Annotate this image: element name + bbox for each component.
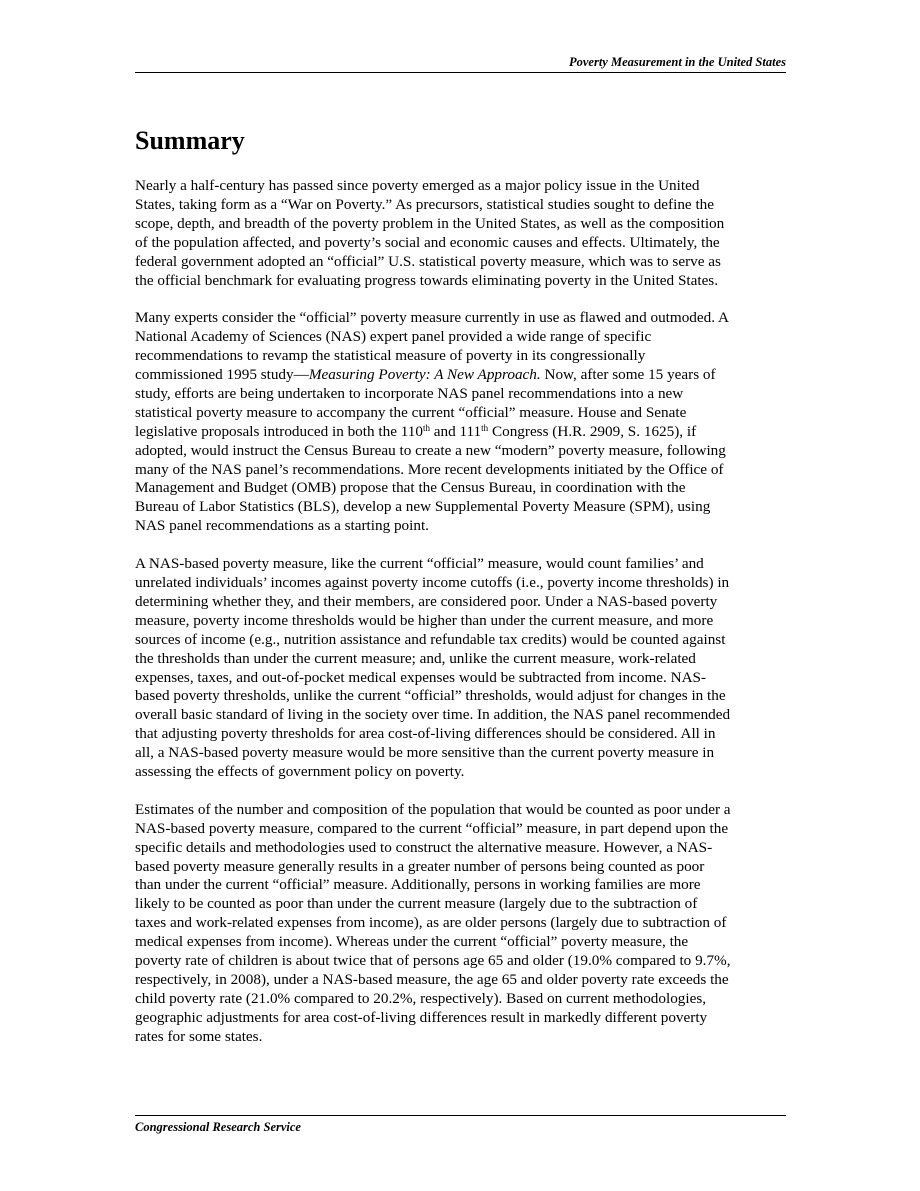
text-line: scope, depth, and breadth of the poverty problem in the United States, as well as the composition <box>135 214 725 232</box>
text-line: Bureau of Labor Statistics (BLS), develop a new Supplemental Poverty Measure (SPM), using <box>135 498 711 516</box>
text-line: poverty rate of children is about twice that of persons age 65 and older (19.0% compared to 9.7%, <box>135 952 731 970</box>
paragraph-2 <box>135 309 787 536</box>
ordinal-superscript: th <box>481 422 489 433</box>
text-line: Management and Budget (OMB) propose that the Census Bureau, in coordination with the <box>135 479 686 497</box>
text-line: States, taking form as a “War on Poverty.” As precursors, statistical studies sought to define the <box>135 195 715 213</box>
text-line: of the population affected, and poverty’s social and economic causes and effects. Ultimately, the <box>135 233 720 251</box>
text-line: geographic adjustments for area cost-of-living differences result in markedly different poverty <box>135 1008 708 1026</box>
text-run: Congress (H.R. 2909, S. 1625), if <box>488 422 697 440</box>
ordinal-superscript: th <box>422 422 430 433</box>
text-line: overall basic standard of living in the society over time. In addition, the NAS panel recommended <box>135 706 731 724</box>
text-run: commissioned 1995 study— <box>135 366 309 384</box>
text-line: medical expenses from income). Whereas under the current “official” poverty measure, the <box>135 933 689 951</box>
paragraph-1 <box>135 177 787 290</box>
text-line <box>135 423 787 442</box>
text-line: NAS panel recommendations as a starting point. <box>135 517 429 535</box>
text-line: assessing the effects of government policy on poverty. <box>135 763 465 781</box>
text-run: and 111 <box>429 422 482 440</box>
text-run: Now, after some 15 years of <box>540 366 716 384</box>
text-line: study, efforts are being undertaken to incorporate NAS panel recommendations into a new <box>135 384 684 402</box>
summary-body <box>135 177 787 1066</box>
text-line: determining whether they, and their members, are considered poor. Under a NAS-based poverty <box>135 592 718 610</box>
running-footer: Congressional Research Service <box>135 1120 301 1134</box>
text-line: National Academy of Sciences (NAS) expert panel provided a wide range of specific <box>135 328 652 346</box>
page-title: Summary <box>135 126 245 155</box>
paragraph-4 <box>135 801 787 1047</box>
text-line: specific details and methodologies used to construct the alternative measure. However, a NAS- <box>135 838 713 856</box>
text-line: Many experts consider the “official” poverty measure currently in use as flawed and outmoded. A <box>135 309 729 327</box>
text-line: A NAS-based poverty measure, like the current “official” measure, would count families’ and <box>135 555 704 573</box>
text-line: many of the NAS panel’s recommendations. More recent developments initiated by the Office of <box>135 460 724 478</box>
text-line: child poverty rate (21.0% compared to 20.2%, respectively). Based on current methodologies, <box>135 989 707 1007</box>
text-line: adopted, would instruct the Census Bureau to create a new “modern” poverty measure, following <box>135 441 726 459</box>
text-line: respectively, in 2008), under a NAS-based measure, the age 65 and older poverty rate exceeds the <box>135 971 729 989</box>
text-line: unrelated individuals’ incomes against poverty income cutoffs (i.e., poverty income thresholds) in <box>135 574 730 591</box>
text-line: the thresholds than under the current measure; and, unlike the current measure, work-related <box>135 649 696 667</box>
text-line: taxes and work-related expenses from income), as are older persons (largely due to subtraction of <box>135 914 727 932</box>
running-header: Poverty Measurement in the United States <box>568 55 786 69</box>
text-line: statistical poverty measure to accompany the current “official” measure. House and Senate <box>135 403 687 421</box>
header-rule <box>135 72 786 73</box>
text-line: likely to be counted as poor than under the current measure (largely due to the subtraction of <box>135 895 698 913</box>
text-line: Estimates of the number and composition of the population that would be counted as poor under a <box>135 800 731 818</box>
text-line: federal government adopted an “official” U.S. statistical poverty measure, which was to serve as <box>135 252 721 270</box>
text-line: sources of income (e.g., nutrition assistance and refundable tax credits) would be counted against <box>135 630 726 648</box>
text-run: legislative proposals introduced in both the 110 <box>135 422 423 440</box>
text-line: based poverty measure generally results in a greater number of persons being counted as poor <box>135 857 705 875</box>
text-line: rates for some states. <box>135 1027 263 1045</box>
text-line: that adjusting poverty thresholds for area cost-of-living differences should be considered. All in <box>135 725 716 743</box>
text-line: Nearly a half-century has passed since poverty emerged as a major policy issue in the United <box>135 177 700 194</box>
text-line: measure, poverty income thresholds would be higher than under the current measure, and more <box>135 611 714 629</box>
text-line <box>135 366 787 385</box>
text-line: expenses, taxes, and out-of-pocket medical expenses would be subtracted from income. NAS- <box>135 668 707 686</box>
paragraph-3 <box>135 555 787 782</box>
text-line: all, a NAS-based poverty measure would be more sensitive than the current poverty measure in <box>135 744 715 762</box>
text-line: the official benchmark for evaluating progress towards eliminating poverty in the United States. <box>135 271 719 289</box>
footer-rule <box>135 1115 786 1116</box>
text-line: than under the current “official” measure. Additionally, persons in working families are more <box>135 876 701 894</box>
text-line: recommendations to revamp the statistical measure of poverty in its congressionally <box>135 347 646 365</box>
study-title: Measuring Poverty: A New Approach. <box>308 366 541 384</box>
text-line: based poverty thresholds, unlike the current “official” thresholds, would adjust for changes in the <box>135 687 726 705</box>
text-line: NAS-based poverty measure, compared to the current “official” measure, in part depend upon the <box>135 819 729 837</box>
